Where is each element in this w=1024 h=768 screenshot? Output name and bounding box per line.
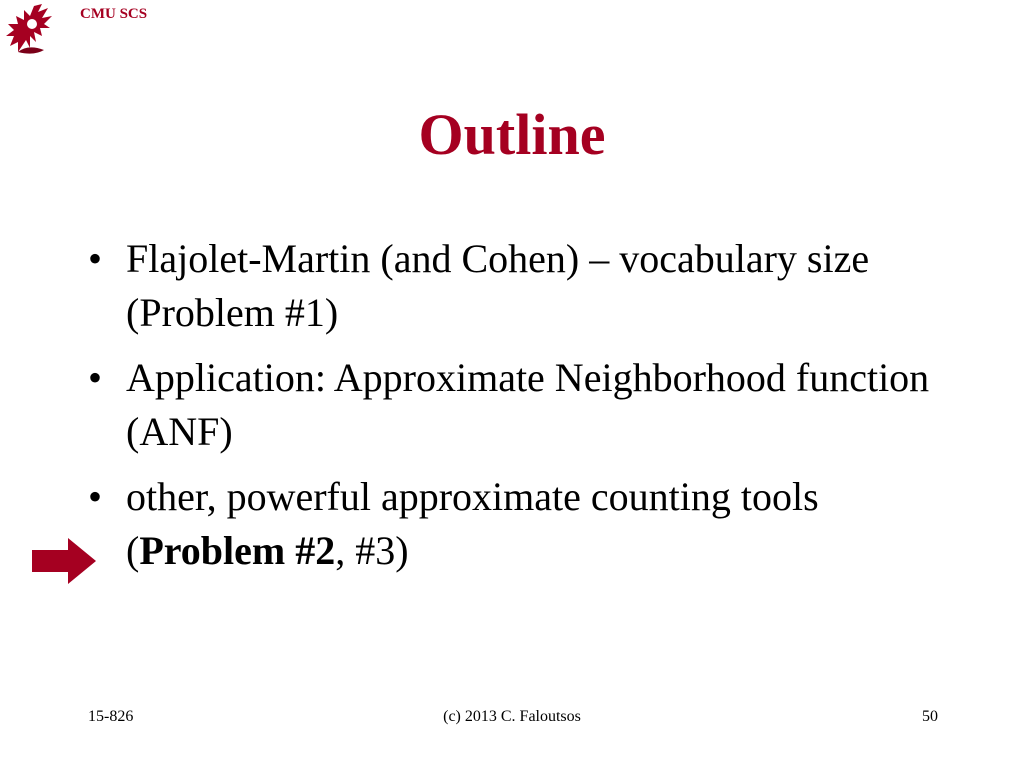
footer-course: 15-826 xyxy=(88,708,134,725)
pointer-arrow xyxy=(32,538,96,584)
bullet-item xyxy=(88,232,948,340)
griffin-logo-icon xyxy=(4,2,60,58)
bullet-text-suffix: , #3) xyxy=(335,528,409,573)
bullet-dot: • xyxy=(88,474,103,519)
footer-page-number: 50 xyxy=(922,708,938,725)
bullet-text: Application: Approximate Neighborhood function (ANF) xyxy=(126,355,930,454)
bullet-dot: • xyxy=(88,236,103,281)
bullet-item xyxy=(88,351,948,459)
cmu-logo xyxy=(4,2,60,58)
right-arrow-icon xyxy=(32,538,96,584)
bullet-dot: • xyxy=(88,355,103,400)
bullet-item xyxy=(88,470,948,578)
bullet-text-bold: Problem #2 xyxy=(139,528,336,573)
slide-title: Outline xyxy=(418,102,606,167)
bullet-text: Flajolet-Martin (and Cohen) – vocabulary size (Problem #1) xyxy=(126,236,870,335)
bullet-list xyxy=(88,232,948,589)
footer-copyright: (c) 2013 C. Faloutsos xyxy=(443,708,581,725)
bullet-text-prefix: other, powerful approximate counting tools ( xyxy=(126,474,819,573)
brand-label: CMU SCS xyxy=(80,6,148,22)
